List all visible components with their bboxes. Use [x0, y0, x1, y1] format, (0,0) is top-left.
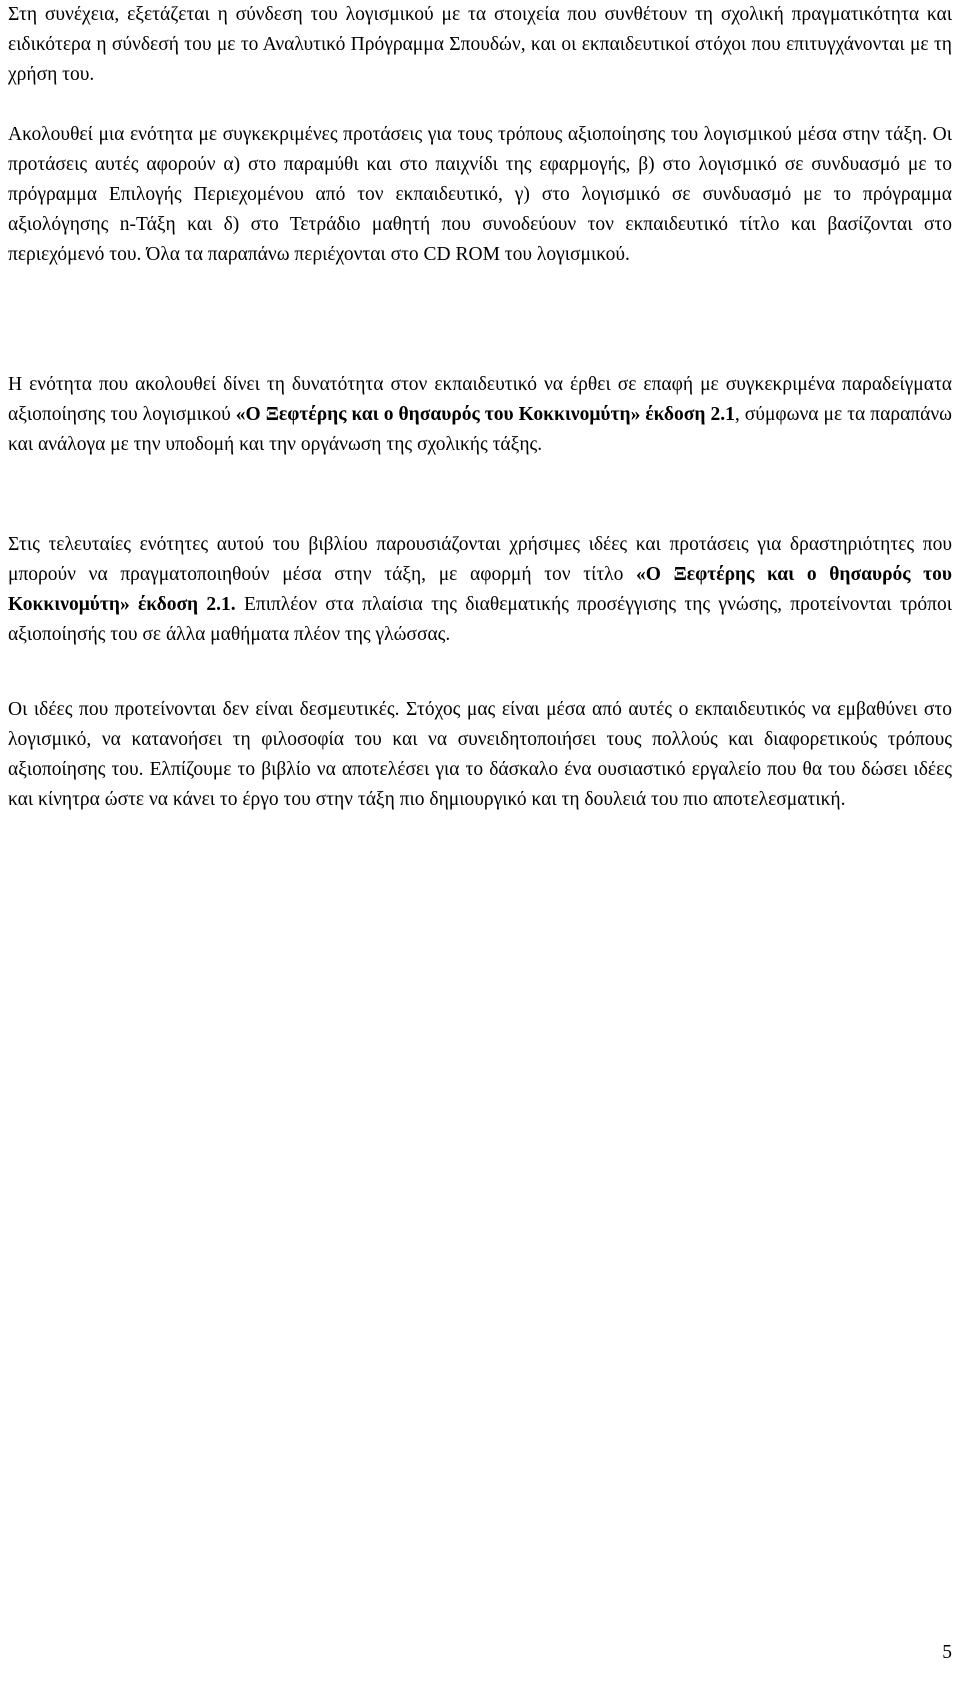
paragraph-examples [8, 370, 952, 460]
software-title-bold: «Ο Ξεφτέρης και ο θησαυρός του Κοκκινομύτη» έκδοση 2.1 [235, 404, 735, 425]
paragraph-intro: Στη συνέχεια, εξετάζεται η σύνδεση του λογισμικού με τα στοιχεία που συνθέτουν τη σχολική πραγματικότητα και ειδικότερα η σύνδεσή του με το Αναλυτικό Πρόγραμμα Σπουδών, και οι εκπαιδευτικοί στόχοι που επιτυγχάνονται με τη χρήση του. [8, 4, 952, 85]
paragraph-examples-tail: , σύμφωνα με τα παραπάνω και ανάλογα με την υποδομή και την οργάνωση της σχολικής τάξης. [8, 404, 952, 455]
software-title-bold-2: «Ο Ξεφτέρης και ο θησαυρός του Κοκκινομύτη» έκδοση 2.1. [8, 564, 952, 615]
paragraph-activities [8, 530, 952, 650]
paragraph-conclusion: Οι ιδέες που προτείνονται δεν είναι δεσμευτικές. Στόχος μας είναι μέσα από αυτές ο εκπαιδευτικός να εμβαθύνει στο λογισμικό, να κατανοήσει τη φιλοσοφία του και να συνειδητοποιήσει τους πολλούς και διαφορετικούς τρόπους αξιοποίησης του. Ελπίζουμε το βιβλίο να αποτελέσει για το δάσκαλο ένα ουσιαστικό εργαλείο που θα του δώσει ιδέες και κίνητρα ώστε να κάνει το έργο του στην τάξη πιο δημιουργικό και τη δουλειά του πιο αποτελεσματική. [8, 699, 952, 810]
paragraph-proposals: Ακολουθεί μια ενότητα με συγκεκριμένες προτάσεις για τους τρόπους αξιοποίησης του λογισμικού μέσα στην τάξη. Οι προτάσεις αυτές αφορούν α) στο παραμύθι και στο παιχνίδι της εφαρμογής, β) στο λογισμικό σε συνδυασμό με το πρόγραμμα Επιλογής Περιεχομένου από τον εκπαιδευτικό, γ) στο λογισμικό σε συνδυασμό με το πρόγραμμα αξιολόγησης n-Τάξη και δ) στο Τετράδιο μαθητή που συνοδεύουν τον εκπαιδευτικό τίτλο και βασίζονται στο περιεχόμενό του. Όλα τα παραπάνω περιέχονται στο CD ROM του λογισμικού. [8, 124, 952, 265]
page-number: 5 [942, 1642, 952, 1663]
paragraph-examples-text: Η ενότητα που ακολουθεί δίνει τη δυνατότητα στον εκπαιδευτικό να έρθει σε επαφή με συγκεκριμένα παραδείγματα αξιοποίησης του λογισμικού [8, 374, 952, 425]
paragraph-activities-text: Στις τελευταίες ενότητες αυτού του βιβλίου παρουσιάζονται χρήσιμες ιδέες και προτάσεις για δραστηριότητες που μπορούν να πραγματοποιηθούν μέσα στην τάξη, με αφορμή τον τίτλο [8, 534, 952, 585]
paragraph-activities-tail: Επιπλέον στα πλαίσια της διαθεματικής προσέγγισης της γνώσης, προτείνονται τρόποι αξιοποίησής του σε άλλα μαθήματα πλέον της γλώσσας. [8, 594, 952, 645]
